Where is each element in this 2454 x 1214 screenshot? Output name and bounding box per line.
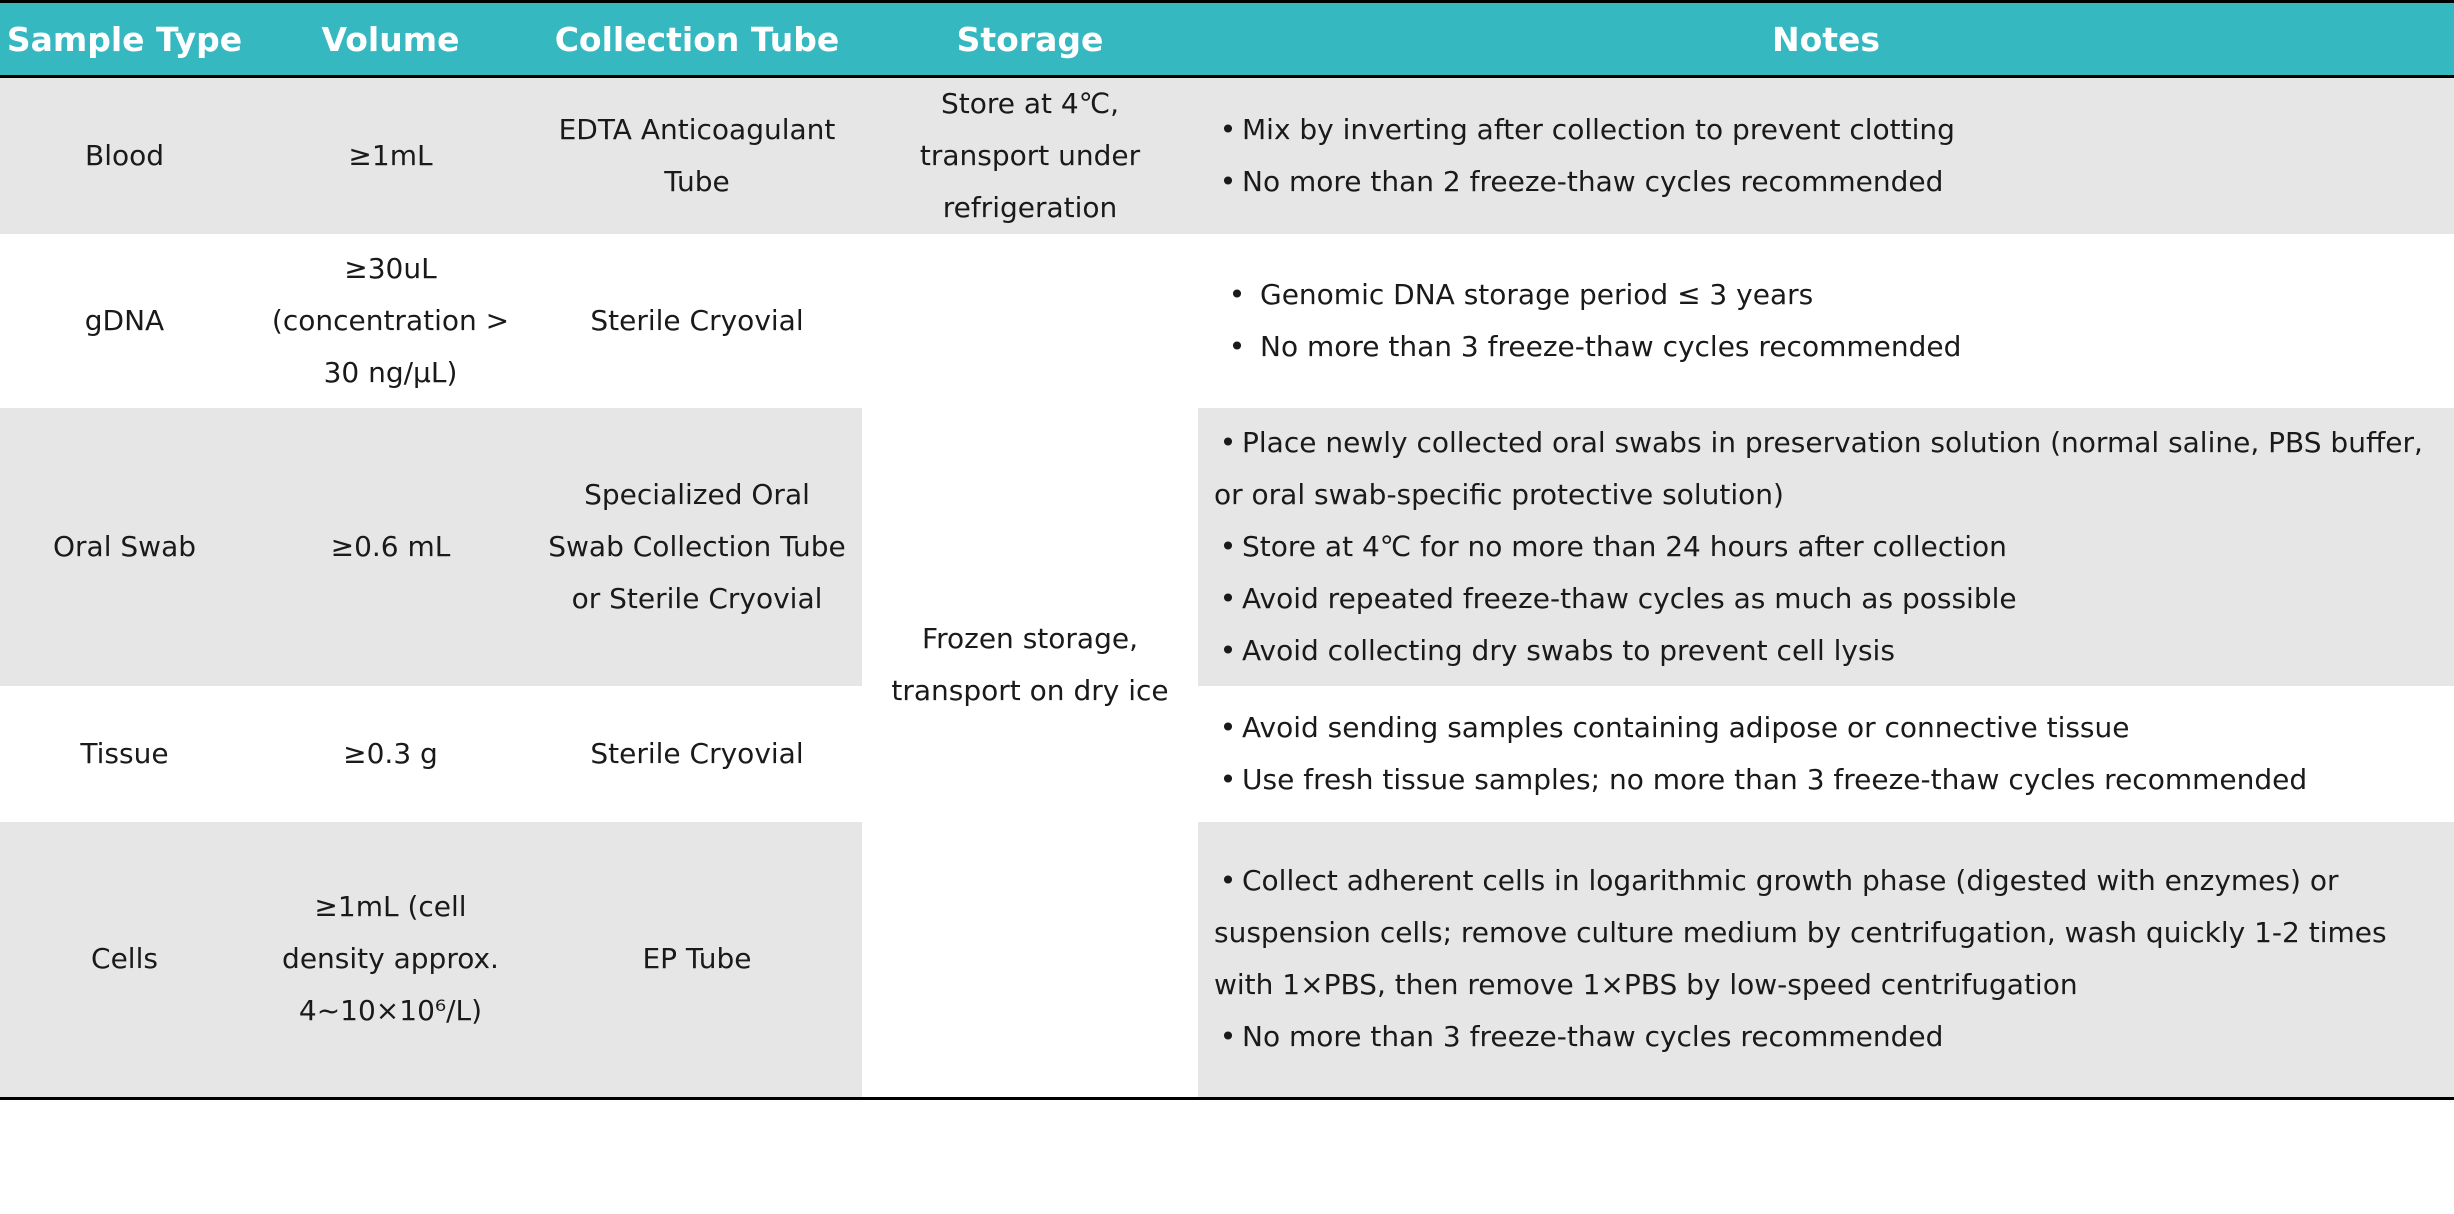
table-row-cells	[0, 822, 2454, 1098]
cell-notes	[1198, 408, 2454, 686]
cell-volume: ≥0.6 mL	[249, 408, 532, 686]
cell-notes	[1198, 822, 2454, 1098]
cell-volume: ≥1mL (cell density approx. 4~10×10⁶/L)	[249, 822, 532, 1098]
cell-collection-tube: EDTA Anticoagulant Tube	[532, 77, 862, 235]
cell-sample-type: Cells	[0, 822, 249, 1098]
note-item: • No more than 3 freeze-thaw cycles recommended	[1214, 321, 2434, 373]
cell-sample-type: Blood	[0, 77, 249, 235]
bullet-icon: •	[1219, 582, 1237, 615]
bullet-icon: •	[1219, 864, 1237, 898]
cell-volume: ≥1mL	[249, 77, 532, 235]
header-notes: Notes	[1198, 2, 2454, 77]
cell-collection-tube: Sterile Cryovial	[532, 234, 862, 408]
note-item: • Collect adherent cells in logarithmic growth phase (digested with enzymes) or suspension cells; remove culture medium by centrifugation, wash quickly 1-2 times with 1×PBS, then remove 1×PBS by low-speed centrifugation	[1214, 855, 2434, 1011]
header-sample-type: Sample Type	[0, 2, 249, 77]
cell-collection-tube: Specialized Oral Swab Collection Tube or Sterile Cryovial	[532, 408, 862, 686]
table-row-gdna	[0, 234, 2454, 408]
note-item: • Store at 4℃ for no more than 24 hours after collection	[1214, 521, 2434, 573]
cell-collection-tube: EP Tube	[532, 822, 862, 1098]
header-collection-tube: Collection Tube	[532, 2, 862, 77]
cell-storage: Store at 4℃, transport under refrigeration	[862, 77, 1198, 235]
cell-sample-type: gDNA	[0, 234, 249, 408]
table-header-row	[0, 2, 2454, 77]
cell-storage-merged: Frozen storage, transport on dry ice	[862, 234, 1198, 1098]
table-row-blood	[0, 77, 2454, 235]
bullet-icon: •	[1219, 634, 1237, 667]
bullet-icon: •	[1219, 1020, 1237, 1054]
header-storage: Storage	[862, 2, 1198, 77]
note-item: • Avoid collecting dry swabs to prevent cell lysis	[1214, 625, 2434, 677]
note-item: • No more than 2 freeze-thaw cycles recommended	[1214, 156, 2434, 208]
bullet-icon: •	[1219, 426, 1237, 459]
bullet-icon: •	[1219, 530, 1237, 563]
cell-notes	[1198, 686, 2454, 822]
cell-sample-type: Oral Swab	[0, 408, 249, 686]
note-item: • Place newly collected oral swabs in preservation solution (normal saline, PBS buffer, or oral swab-specific protective solution)	[1214, 417, 2434, 521]
cell-collection-tube: Sterile Cryovial	[532, 686, 862, 822]
cell-volume: ≥0.3 g	[249, 686, 532, 822]
cell-sample-type: Tissue	[0, 686, 249, 822]
table-row-tissue	[0, 686, 2454, 822]
bullet-icon: •	[1228, 330, 1246, 363]
bullet-icon: •	[1228, 278, 1246, 311]
bullet-icon: •	[1219, 113, 1237, 146]
bullet-icon: •	[1219, 763, 1237, 796]
cell-notes	[1198, 77, 2454, 235]
note-item: • No more than 3 freeze-thaw cycles recommended	[1214, 1011, 2434, 1063]
note-item: • Avoid sending samples containing adipose or connective tissue	[1214, 702, 2434, 754]
note-item: • Mix by inverting after collection to prevent clotting	[1214, 104, 2434, 156]
note-item: • Avoid repeated freeze-thaw cycles as much as possible	[1214, 573, 2434, 625]
note-item: • Use fresh tissue samples; no more than 3 freeze-thaw cycles recommended	[1214, 754, 2434, 806]
bullet-icon: •	[1219, 165, 1237, 198]
cell-volume: ≥30uL (concentration > 30 ng/μL)	[249, 234, 532, 408]
table-row-oral-swab	[0, 408, 2454, 686]
header-volume: Volume	[249, 2, 532, 77]
note-item: • Genomic DNA storage period ≤ 3 years	[1214, 269, 2434, 321]
bullet-icon: •	[1219, 711, 1237, 744]
cell-notes	[1198, 234, 2454, 408]
